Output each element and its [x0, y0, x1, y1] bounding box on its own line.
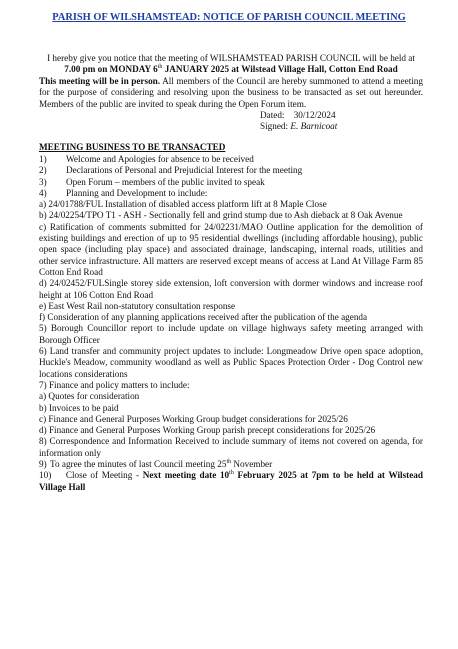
planning-item: b) 24/02254/TPO T1 - ASH - Sectionally fell and grind stump due to Ash dieback at 8 Oak Avenue — [39, 210, 403, 221]
agenda-item-text: Welcome and Apologies for absence to be received — [66, 154, 254, 164]
next-meeting-suffix: th — [229, 470, 234, 477]
notice-venue: JANUARY 2025 at Wilstead Village Hall, Cotton End Road — [162, 64, 398, 75]
agenda-item-6: 6) Land transfer and community project updates to include: Longmeadow Drive open space adoption, Huckle's Meadow, community woodland as well as Public Spaces Protection Order - Dog Control new locations considerations — [39, 346, 423, 379]
agenda-item-number: 10) — [39, 470, 52, 481]
agenda-item-number: 1) — [39, 154, 47, 164]
signed-line — [260, 121, 337, 132]
business-heading: MEETING BUSINESS TO BE TRANSACTED — [39, 142, 226, 152]
agenda-item-7: 7) Finance and policy matters to include: — [39, 379, 190, 390]
dated-line — [260, 110, 336, 121]
notice-date-suffix: th — [157, 64, 163, 71]
in-person-text: All members of the Council are hereby summoned to attend a meeting for the purpose of considering and resolving upon the business to be transacted as set out hereunder. Members of the public are invited to speak during the Open Forum item. — [39, 76, 423, 109]
agenda-item-8: 8) Correspondence and Information Received to include summary of items not covered on agenda, for information only — [39, 436, 423, 458]
next-meeting-venue: February 2025 at 7pm to be held at Wilstead Village Hall — [39, 470, 424, 492]
notice-time: 7.00 pm on MONDAY 6 — [64, 64, 158, 75]
planning-item: d) 24/02452/FULSingle storey side extension, loft conversion with dormer windows and increase roof height at 106 Cotton End Road — [39, 278, 423, 300]
agenda-item-number: 2) — [39, 165, 47, 176]
minutes-month: November — [231, 459, 273, 470]
next-meeting-date: Next meeting date 10 — [142, 470, 230, 481]
agenda-item-5: 5) Borough Councillor report to include update on village highways safety meeting arranged with Borough Officer — [39, 323, 423, 345]
minutes-text: To agree the minutes of last Council meeting 25 — [50, 459, 227, 470]
agenda-item-number: 9) — [39, 459, 47, 470]
signed-value: E. Barnicoat — [290, 121, 338, 131]
agenda-item-9 — [39, 459, 423, 470]
agenda-item — [39, 177, 423, 188]
agenda-item-number: 4) — [39, 187, 47, 198]
agenda-item-text: Open Forum – members of the public invited to speak — [66, 176, 265, 187]
agenda-list — [39, 154, 423, 493]
agenda-item-text — [50, 459, 272, 470]
minutes-date-suffix: th — [226, 458, 232, 465]
notice-text: I hereby give you notice that the meeting of WILSHAMSTEAD PARISH COUNCIL will be held at — [47, 53, 415, 63]
dated-label: Dated: — [260, 110, 285, 120]
finance-item: a) Quotes for consideration — [39, 391, 140, 402]
in-person-paragraph — [39, 76, 423, 110]
agenda-item-text: Planning and Development to include: — [66, 187, 208, 198]
planning-item: f) Consideration of any planning applications received after the publication of the agenda — [39, 312, 368, 323]
dated-value: 30/12/2024 — [293, 110, 336, 120]
finance-item: c) Finance and General Purposes Working Group budget considerations for 2025/26 — [39, 413, 348, 424]
agenda-item — [39, 188, 423, 199]
agenda-item-text: Declarations of Personal and Prejudicial Interest for the meeting — [66, 165, 303, 176]
in-person-label: This meeting will be in person. — [39, 76, 161, 86]
finance-item: b) Invoices to be paid — [39, 402, 119, 413]
agenda-item-number: 3) — [39, 176, 47, 187]
agenda-item-10 — [39, 470, 423, 493]
planning-item: c) Ratification of comments submitted for 24/02231/MAO Outline application for the demolition of existing buildings and erection of up to 95 residential dwellings (including affordable housing), public open space (including play space) and associated drainage, landscaping, internal roads, utilities and other service infrastructure. All matters are reserved except means of access at Land At Village Farm 85 Cotton End Road — [39, 221, 423, 277]
meeting-notice — [39, 53, 423, 76]
agenda-item — [39, 154, 423, 165]
close-text: Close of Meeting - — [65, 470, 143, 481]
planning-item: e) East West Rail non-statutory consultation response — [39, 300, 236, 311]
finance-item: d) Finance and General Purposes Working Group parish precept considerations for 2025/26 — [39, 425, 376, 436]
page-title: PARISH OF WILSHAMSTEAD: NOTICE OF PARISH COUNCIL MEETING — [52, 12, 406, 23]
signed-label: Signed: — [260, 121, 289, 131]
planning-item: a) 24/01788/FUL Installation of disabled access platform lift at 8 Maple Close — [39, 199, 327, 210]
agenda-item — [39, 165, 423, 176]
